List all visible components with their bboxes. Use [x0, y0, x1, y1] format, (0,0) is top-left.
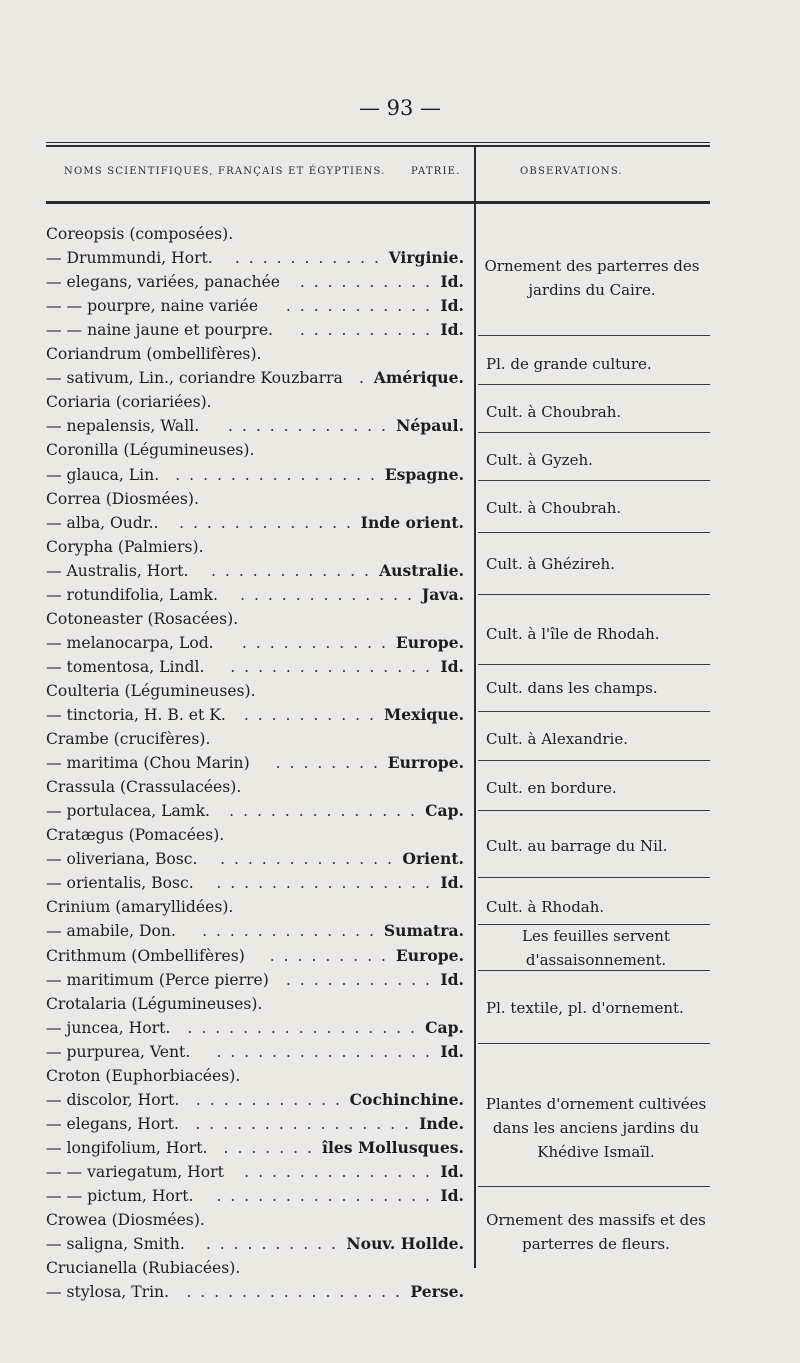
observation-divider	[478, 1043, 710, 1044]
patrie-value: Europe.	[395, 632, 464, 652]
patrie-value: Id.	[440, 296, 464, 316]
species-name: — juncea, Hort.	[46, 1018, 171, 1037]
observation-divider	[478, 970, 710, 971]
dot-leader: . . . . . . . . . . .	[188, 1090, 342, 1109]
species-name: Crambe (crucifères).	[46, 730, 211, 749]
patrie-value: Id.	[440, 873, 464, 893]
observation-8: Cult. dans les champs.	[486, 679, 658, 697]
header-names: NOMS SCIENTIFIQUES, FRANÇAIS ET ÉGYPTIENS.	[64, 166, 386, 177]
dot-leader: . . . . . . . . . .	[236, 706, 376, 724]
patrie-value: Perse.	[410, 1282, 464, 1302]
patrie-value: Id.	[440, 969, 464, 989]
species-row	[46, 944, 464, 968]
species-row	[46, 318, 464, 342]
species-name: Crowea (Diosmées).	[46, 1211, 205, 1230]
species-name: Correa (Diosmées).	[46, 489, 199, 508]
species-name: Cotoneaster (Rosacées).	[46, 609, 239, 628]
patrie-value: Cap.	[425, 801, 464, 821]
species-name: — tinctoria, H. B. et K.	[46, 706, 226, 724]
dot-leader: . . . . . . . . . . . . . . . .	[209, 874, 432, 893]
observation-divider	[478, 760, 710, 761]
species-row	[46, 655, 464, 679]
dot-leader: . . . . . . . . . . . . . . .	[168, 465, 377, 484]
observation-divider	[478, 711, 710, 712]
species-row	[46, 583, 464, 607]
species-name: — elegans, Hort.	[46, 1114, 179, 1133]
observation-divider	[478, 594, 710, 595]
patrie-value: Inde orient.	[360, 512, 464, 532]
observation-divider	[478, 532, 710, 533]
species-name: — oliveriana, Bosc.	[46, 850, 198, 869]
patrie-value: Virginie.	[388, 248, 464, 268]
observation-divider	[478, 664, 710, 665]
species-name: — maritimum (Perce pierre)	[46, 970, 269, 989]
header-observations: OBSERVATIONS.	[520, 166, 623, 177]
observation-9: Cult. à Alexandrie.	[486, 730, 628, 748]
species-row	[46, 1088, 464, 1112]
genus-row	[46, 679, 464, 703]
dot-leader: . . . . . . . . . . . . . . . .	[188, 1114, 411, 1133]
patrie-value: Java.	[421, 584, 464, 604]
dot-leader: . . . . . . . . . .	[292, 273, 432, 292]
species-row	[46, 270, 464, 294]
header-top-rule-thin	[46, 142, 710, 143]
species-name: — Drummundi, Hort.	[46, 249, 213, 268]
genus-row	[46, 1064, 464, 1088]
patrie-value: Espagne.	[384, 464, 464, 484]
patrie-value: Id.	[440, 272, 464, 292]
genus-row	[46, 727, 464, 751]
observation-1: Ornement des parterres des jardins du Caire.	[484, 257, 700, 299]
dot-leader: . . . . . . . . . . . . .	[233, 585, 414, 604]
observation-5: Cult. à Choubrah.	[486, 499, 622, 517]
header-patrie: PATRIE.	[411, 166, 461, 177]
species-row	[46, 463, 464, 487]
species-row	[46, 1160, 464, 1184]
genus-row	[46, 535, 464, 559]
species-name: Crotalaria (Légumineuses).	[46, 994, 263, 1013]
patrie-value: Amérique.	[373, 368, 464, 388]
species-row	[46, 1136, 464, 1160]
species-name: — glauca, Lin.	[46, 465, 160, 484]
patrie-value: Id.	[440, 1041, 464, 1061]
header-bottom-rule	[46, 201, 710, 204]
dot-leader: .	[352, 369, 366, 388]
species-name: — amabile, Don.	[46, 922, 176, 941]
species-name: Crucianella (Rubiacées).	[46, 1259, 241, 1278]
observation-3: Cult. à Choubrah.	[486, 403, 622, 421]
species-name: — stylosa, Trin.	[46, 1283, 170, 1302]
species-name: Corypha (Palmiers).	[46, 537, 204, 556]
patrie-value: Népaul.	[396, 416, 464, 436]
species-name: Crassula (Crassulacées).	[46, 778, 242, 797]
species-row	[46, 414, 464, 438]
species-name: — discolor, Hort.	[46, 1090, 180, 1109]
species-row	[46, 1232, 464, 1256]
patrie-value: Orient.	[402, 849, 464, 869]
genus-row	[46, 992, 464, 1016]
species-row	[46, 1112, 464, 1136]
dot-leader: . . . . . . . . . . . . . . . .	[209, 1042, 432, 1061]
species-row	[46, 246, 464, 270]
genus-row	[46, 438, 464, 462]
species-row	[46, 799, 464, 823]
species-row	[46, 751, 464, 775]
dot-leader: . . . . . . . . . . . .	[204, 561, 371, 580]
observation-12: Cult. à Rhodah.	[486, 898, 605, 916]
species-name: Crithmum (Ombellifères)	[46, 946, 245, 965]
species-name: — — variegatum, Hort	[46, 1162, 224, 1181]
species-row	[46, 294, 464, 318]
dot-leader: . . . . . . . . . . .	[278, 970, 432, 989]
patrie-value: Nouv. Hollde.	[346, 1234, 464, 1254]
dot-leader: . . . . . . . . . . . . . . . .	[179, 1283, 402, 1302]
patrie-value: Id.	[440, 320, 464, 340]
species-name: Coreopsis (composées).	[46, 225, 234, 243]
observation-divider	[478, 480, 710, 481]
species-name: — sativum, Lin., coriandre Kouzbarra	[46, 369, 343, 388]
dot-leader: . . . . . . . . . . . . . . . .	[209, 1187, 432, 1205]
observation-2: Pl. de grande culture.	[486, 355, 652, 373]
species-name: — melanocarpa, Lod.	[46, 633, 214, 652]
genus-row	[46, 895, 464, 919]
species-row	[46, 511, 464, 535]
patrie-value: Inde.	[419, 1113, 464, 1133]
species-name: — purpurea, Vent.	[46, 1042, 191, 1061]
species-row	[46, 1016, 464, 1040]
species-name: Croton (Euphorbiacées).	[46, 1066, 241, 1085]
genus-row	[46, 823, 464, 847]
species-row	[46, 968, 464, 992]
species-row	[46, 1184, 464, 1208]
dot-leader: . . . . . . . . . . . .	[221, 417, 388, 436]
page-number: — 93 —	[358, 96, 442, 120]
column-separator	[474, 146, 476, 1268]
genus-row	[46, 607, 464, 631]
header-top-rule-thick	[46, 145, 710, 147]
patrie-value: Cochinchine.	[349, 1089, 464, 1109]
observation-divider	[478, 877, 710, 878]
species-name: Coulteria (Légumineuses).	[46, 681, 256, 700]
species-name: — Australis, Hort.	[46, 561, 189, 580]
species-name: Cratægus (Pomacées).	[46, 826, 225, 845]
genus-row	[46, 222, 464, 246]
dot-leader: . . . . . . . .	[268, 754, 380, 773]
patrie-value: Sumatra.	[383, 921, 464, 941]
species-name: — saligna, Smith.	[46, 1235, 185, 1254]
species-name: — — pourpre, naine variée	[46, 297, 259, 316]
patrie-value: Cap.	[425, 1017, 464, 1037]
species-name: — alba, Oudr..	[46, 513, 159, 532]
dot-leader: . . . . . . .	[216, 1138, 314, 1157]
genus-row	[46, 1208, 464, 1232]
dot-leader: . . . . . . . . . . .	[278, 297, 432, 316]
dot-leader: . . . . . . . . . . .	[227, 249, 381, 268]
dot-leader: . . . . . . . . . . . . . . .	[223, 657, 432, 676]
patrie-value: Europe.	[395, 945, 464, 965]
observation-divider	[478, 432, 710, 433]
species-name: — maritima (Chou Marin)	[46, 754, 250, 773]
species-name: — portulacea, Lamk.	[46, 802, 210, 821]
genus-row	[46, 487, 464, 511]
species-name: — rotundifolia, Lamk.	[46, 585, 218, 604]
species-row	[46, 871, 464, 895]
observation-14: Pl. textile, pl. d'ornement.	[486, 999, 684, 1017]
species-row	[46, 631, 464, 655]
species-row	[46, 1280, 464, 1304]
species-row	[46, 559, 464, 583]
dot-leader: . . . . . . . . . . . . .	[213, 850, 394, 869]
species-row	[46, 703, 464, 727]
species-name: Coriaria (coriariées).	[46, 393, 212, 412]
species-name: — — pictum, Hort.	[46, 1187, 194, 1205]
observation-16: Ornement des massifs et des parterres de fleurs.	[486, 1211, 706, 1253]
observation-4: Cult. à Gyzeh.	[486, 451, 593, 469]
dot-leader: . . . . . . . . .	[262, 946, 388, 965]
species-name: — orientalis, Bosc.	[46, 874, 194, 893]
species-name: — tomentosa, Lindl.	[46, 657, 205, 676]
species-name: — nepalensis, Wall.	[46, 417, 200, 436]
species-row	[46, 1040, 464, 1064]
species-name: Crinium (amaryllidées).	[46, 898, 234, 917]
genus-row	[46, 1256, 464, 1280]
species-name: — longifolium, Hort.	[46, 1138, 208, 1157]
genus-row	[46, 390, 464, 414]
patrie-value: Id.	[440, 1186, 464, 1205]
dot-leader: . . . . . . . . . . . . .	[172, 513, 353, 532]
patrie-value: Id.	[440, 1161, 464, 1181]
observation-15: Plantes d'ornement cultivées dans les anciens jardins du Khédive Ismaïl.	[485, 1095, 707, 1161]
patrie-value: Id.	[440, 656, 464, 676]
species-row	[46, 366, 464, 390]
dot-leader: . . . . . . . . . . . . .	[195, 922, 376, 941]
observation-divider	[478, 1186, 710, 1187]
species-name: — elegans, variées, panachée	[46, 273, 281, 292]
dot-leader: . . . . . . . . . . . . . .	[237, 1162, 432, 1181]
dot-leader: . . . . . . . . . . . . . . . . .	[180, 1018, 417, 1037]
observation-11: Cult. au barrage du Nil.	[486, 837, 668, 855]
observation-7: Cult. à l'île de Rhodah.	[486, 625, 660, 643]
patrie-value: Mexique.	[384, 705, 464, 724]
patrie-value: Eurrope.	[387, 753, 464, 773]
genus-row	[46, 775, 464, 799]
observation-6: Cult. à Ghézireh.	[486, 555, 615, 573]
species-name: — — naine jaune et pourpre.	[46, 321, 274, 340]
observation-10: Cult. en bordure.	[486, 779, 617, 797]
patrie-value: Australie.	[379, 560, 464, 580]
species-row	[46, 847, 464, 871]
species-name: Coriandrum (ombellifères).	[46, 345, 262, 364]
genus-row	[46, 342, 464, 366]
observation-divider	[478, 384, 710, 385]
species-row	[46, 919, 464, 943]
dot-leader: . . . . . . . . . .	[292, 321, 432, 340]
dot-leader: . . . . . . . . . . .	[234, 633, 388, 652]
species-name: Coronilla (Légumineuses).	[46, 441, 255, 460]
patrie-value: îles Mollusques.	[322, 1137, 464, 1157]
observation-divider	[478, 810, 710, 811]
observation-13: Les feuilles servent d'assaisonnement.	[522, 927, 670, 969]
observation-divider	[478, 335, 710, 336]
dot-leader: . . . . . . . . . . . . . .	[222, 802, 417, 821]
dot-leader: . . . . . . . . . .	[198, 1235, 338, 1254]
